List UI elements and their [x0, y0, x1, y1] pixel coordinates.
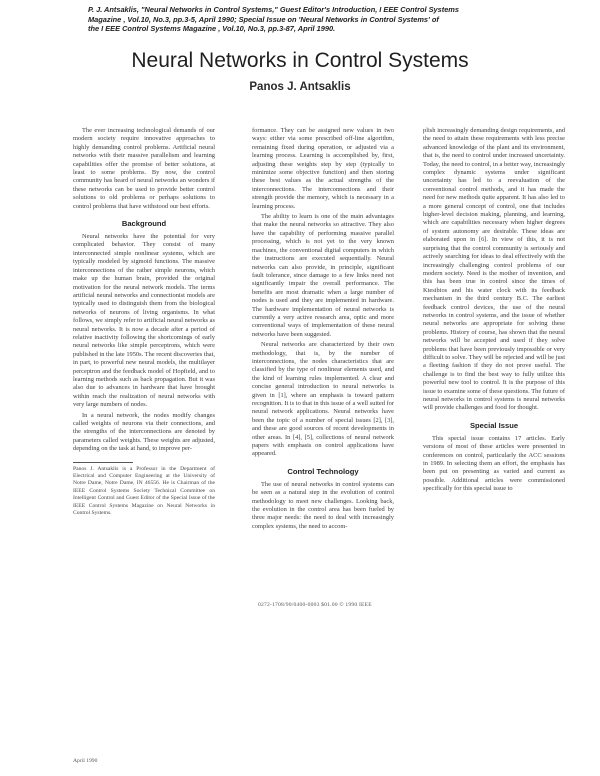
- intro-paragraph: The ever increasing technological demands of our modern society require innovative approaches to highly demanding control problems. Artificial neural networks with their massive parallelism and learning capabilities offer the promise of better solutions, at least to some problems. By now, the control community has heard of neural networks an wonders if these networks can be used to provide better control solutions to old problems or perhaps solutions to control problems that have withstood our best efforts.: [73, 127, 215, 210]
- column-2: [252, 127, 394, 533]
- citation-header: [88, 5, 528, 34]
- body-paragraph: plish increasingly demanding design requirements, and the need to attain these requirements with less precise advanced knowledge of the plant and its environment, that is, the need to control under increased uncertainty. Today, the need to control, in a better way, increasingly complex dynamic systems under significant uncertainty has led to a reevaluation of the conventional control methods, and it has made the need for new methods quite apparent. It has also led to a more general concept of control, one that includes higher-level decision making, planning, and learning, which are capabilities necessary when higher degrees of system autonomy are desirable. These ideas are elaborated upon in [6]. In view of this, it is not surprising that the control community is seriously and actively searching for ideas to deal effectively with the increasingly challenging control problems of our modern society. Need is the mother of invention, and this has been true in control since the times of Ktesibios and his water clock with its feedback mechanism in the third century B.C. The earliest feedback control devices, the use of the neural networks in control systems, and the issue of whether neural networks are appropriate for solving these problems. History of course, has shown that the neural networks will be accepted and used if they solve problems that have been previously impossible or very difficult to solve. They will be rejected and will be just a fleeting fashion if they do not prove useful. The challenge is to find the best way to fully utilize this powerful new tool to control. It is the purpose of this issue to examine some of these questions. The future of neural networks in control systems is neural networks will provide challenges and food for thought.: [423, 127, 565, 412]
- copyright-line: 0272-1708/90/0400-0003 $01.00 © 1990 IEEE: [258, 602, 372, 608]
- citation-line: P. J. Antsaklis, "Neural Networks in Control Systems," Guest Editor's Introduction, I EEE Control Systems: [88, 5, 459, 14]
- author-footnote: Panos J. Antsaklis is a Professor in the Department of Electrical and Computer Engineering at the University of Notre Dame, Notre Dame, IN 46556. He is Chairman of the IEEE Control Systems Society Technical Committee on Intelligent Control and Guest Editor of the Special Issue of the IEEE Control Systems Magazine on Neural Networks in Control Systems.: [73, 465, 215, 517]
- column-3: [423, 127, 565, 496]
- section-heading-special-issue: Special Issue: [469, 420, 519, 430]
- author-name: Panos J. Antsaklis: [249, 81, 351, 93]
- footnote-divider: [73, 462, 133, 463]
- article-title: Neural Networks in Control Systems: [131, 49, 469, 72]
- citation-line: the I EEE Control Systems Magazine , Vol.10, No.3, pp.3-87, April 1990.: [88, 24, 336, 34]
- column-1: [73, 127, 215, 517]
- section-heading-control-technology: Control Technology: [287, 466, 359, 476]
- body-paragraph: formance. They can be assigned new values in two ways: either via some prescribed off-line algorithm, remaining fixed during operation, or adjusted via a learning process. Learning is accomplished by, first, adjusting these weights step by step (typically to minimize some objective function) and then storing these best values as the actual strengths of the interconnections. The interconnections and their strength provide the memory, which is necessary in a learning process.: [252, 127, 394, 210]
- body-paragraph: The ability to learn is one of the main advantages that make the neural networks so attractive. They also have the capability of performing massive parallel processing, which is not yet to the very known machines, the conventional digital computers in which the instructions are executed sequentially. Neural networks can also provide, in principle, significant fault tolerance, since damage to a few links need not significantly impair the overall performance. The benefits are most dramatic when a large number of nodes is used and they are implemented in hardware. The hardware implementation of neural networks is currently a very active research area, optic and more conventional ways of implementation of these neural networks have been suggested.: [252, 213, 394, 338]
- citation-line: Magazine , Vol.10, No.3, pp.3-5, April 1990; Special Issue on 'Neural Networks in Control Systems' of: [88, 14, 439, 24]
- body-paragraph: Neural networks are characterized by their own methodology, that is, by the number of interconnections, the nodes characteristics that are classified by the type of nonlinear elements used, and the kind of learning rules implemented. A clear and concise general introduction to neural networks is given in [1], where an emphasis is toward pattern recognition. It is to that in this issue of a well suited for neural network applications. Neural networks have been the topic of a number of special issues [2], [3], and these are good sources of recent developments in other areas. In [4], [5], collections of neural network papers with emphasis on control applications have appeared.: [252, 341, 394, 458]
- body-paragraph: This special issue contains 17 articles. Early versions of most of these articles were presented in conferences on control, particularly the ACC sessions in 1989. In selecting them an effort, the emphasis has been put on presenting as varied and current as possible. Additional articles were commissioned specifically for this special issue to: [423, 434, 565, 493]
- body-paragraph: The use of neural networks in control systems can be seen as a natural step in the evolution of control methodology to meet new challenges. Looking back, the evolution in the control area has been fueled by three major needs: the need to deal with increasingly complex systems, the need to accom-: [252, 480, 394, 530]
- body-paragraph: Neural networks have the potential for very complicated behavior. They consist of many interconnected simple nonlinear systems, which are typically modeled by sigmoid functions. The massive interconnections of the rather simple neurons, which make up the human brain, provided the original motivation for the neural network models. The terms artificial neural networks and connectionist models are typically used to distinguish them from the biological networks of neurons of living organisms. In what follows, we simply refer to artificial neural networks as neural networks. It is now a decade after a period of relative inactivity following the shortcomings of early neural networks like simple perceptrons, which were published in the late 1950s. The recent discoveries that, in part, to powerful new neural models, the multilayer perceptron and the feedback model of Hopfield, and to learning methods such as back propagation. But it was also due to advances in hardware that have brought within reach the realization of neural networks with very large numbers of nodes.: [73, 233, 215, 409]
- body-paragraph: In a neural network, the nodes modify changes called weights of neurons via their connections, and the strengths of the interconnections are denoted by parameters called weights. These weights are adjusted, depending on the task at hand, to improve per-: [73, 411, 215, 453]
- section-heading-background: Background: [121, 219, 167, 229]
- page-footer: April 1990: [73, 758, 98, 764]
